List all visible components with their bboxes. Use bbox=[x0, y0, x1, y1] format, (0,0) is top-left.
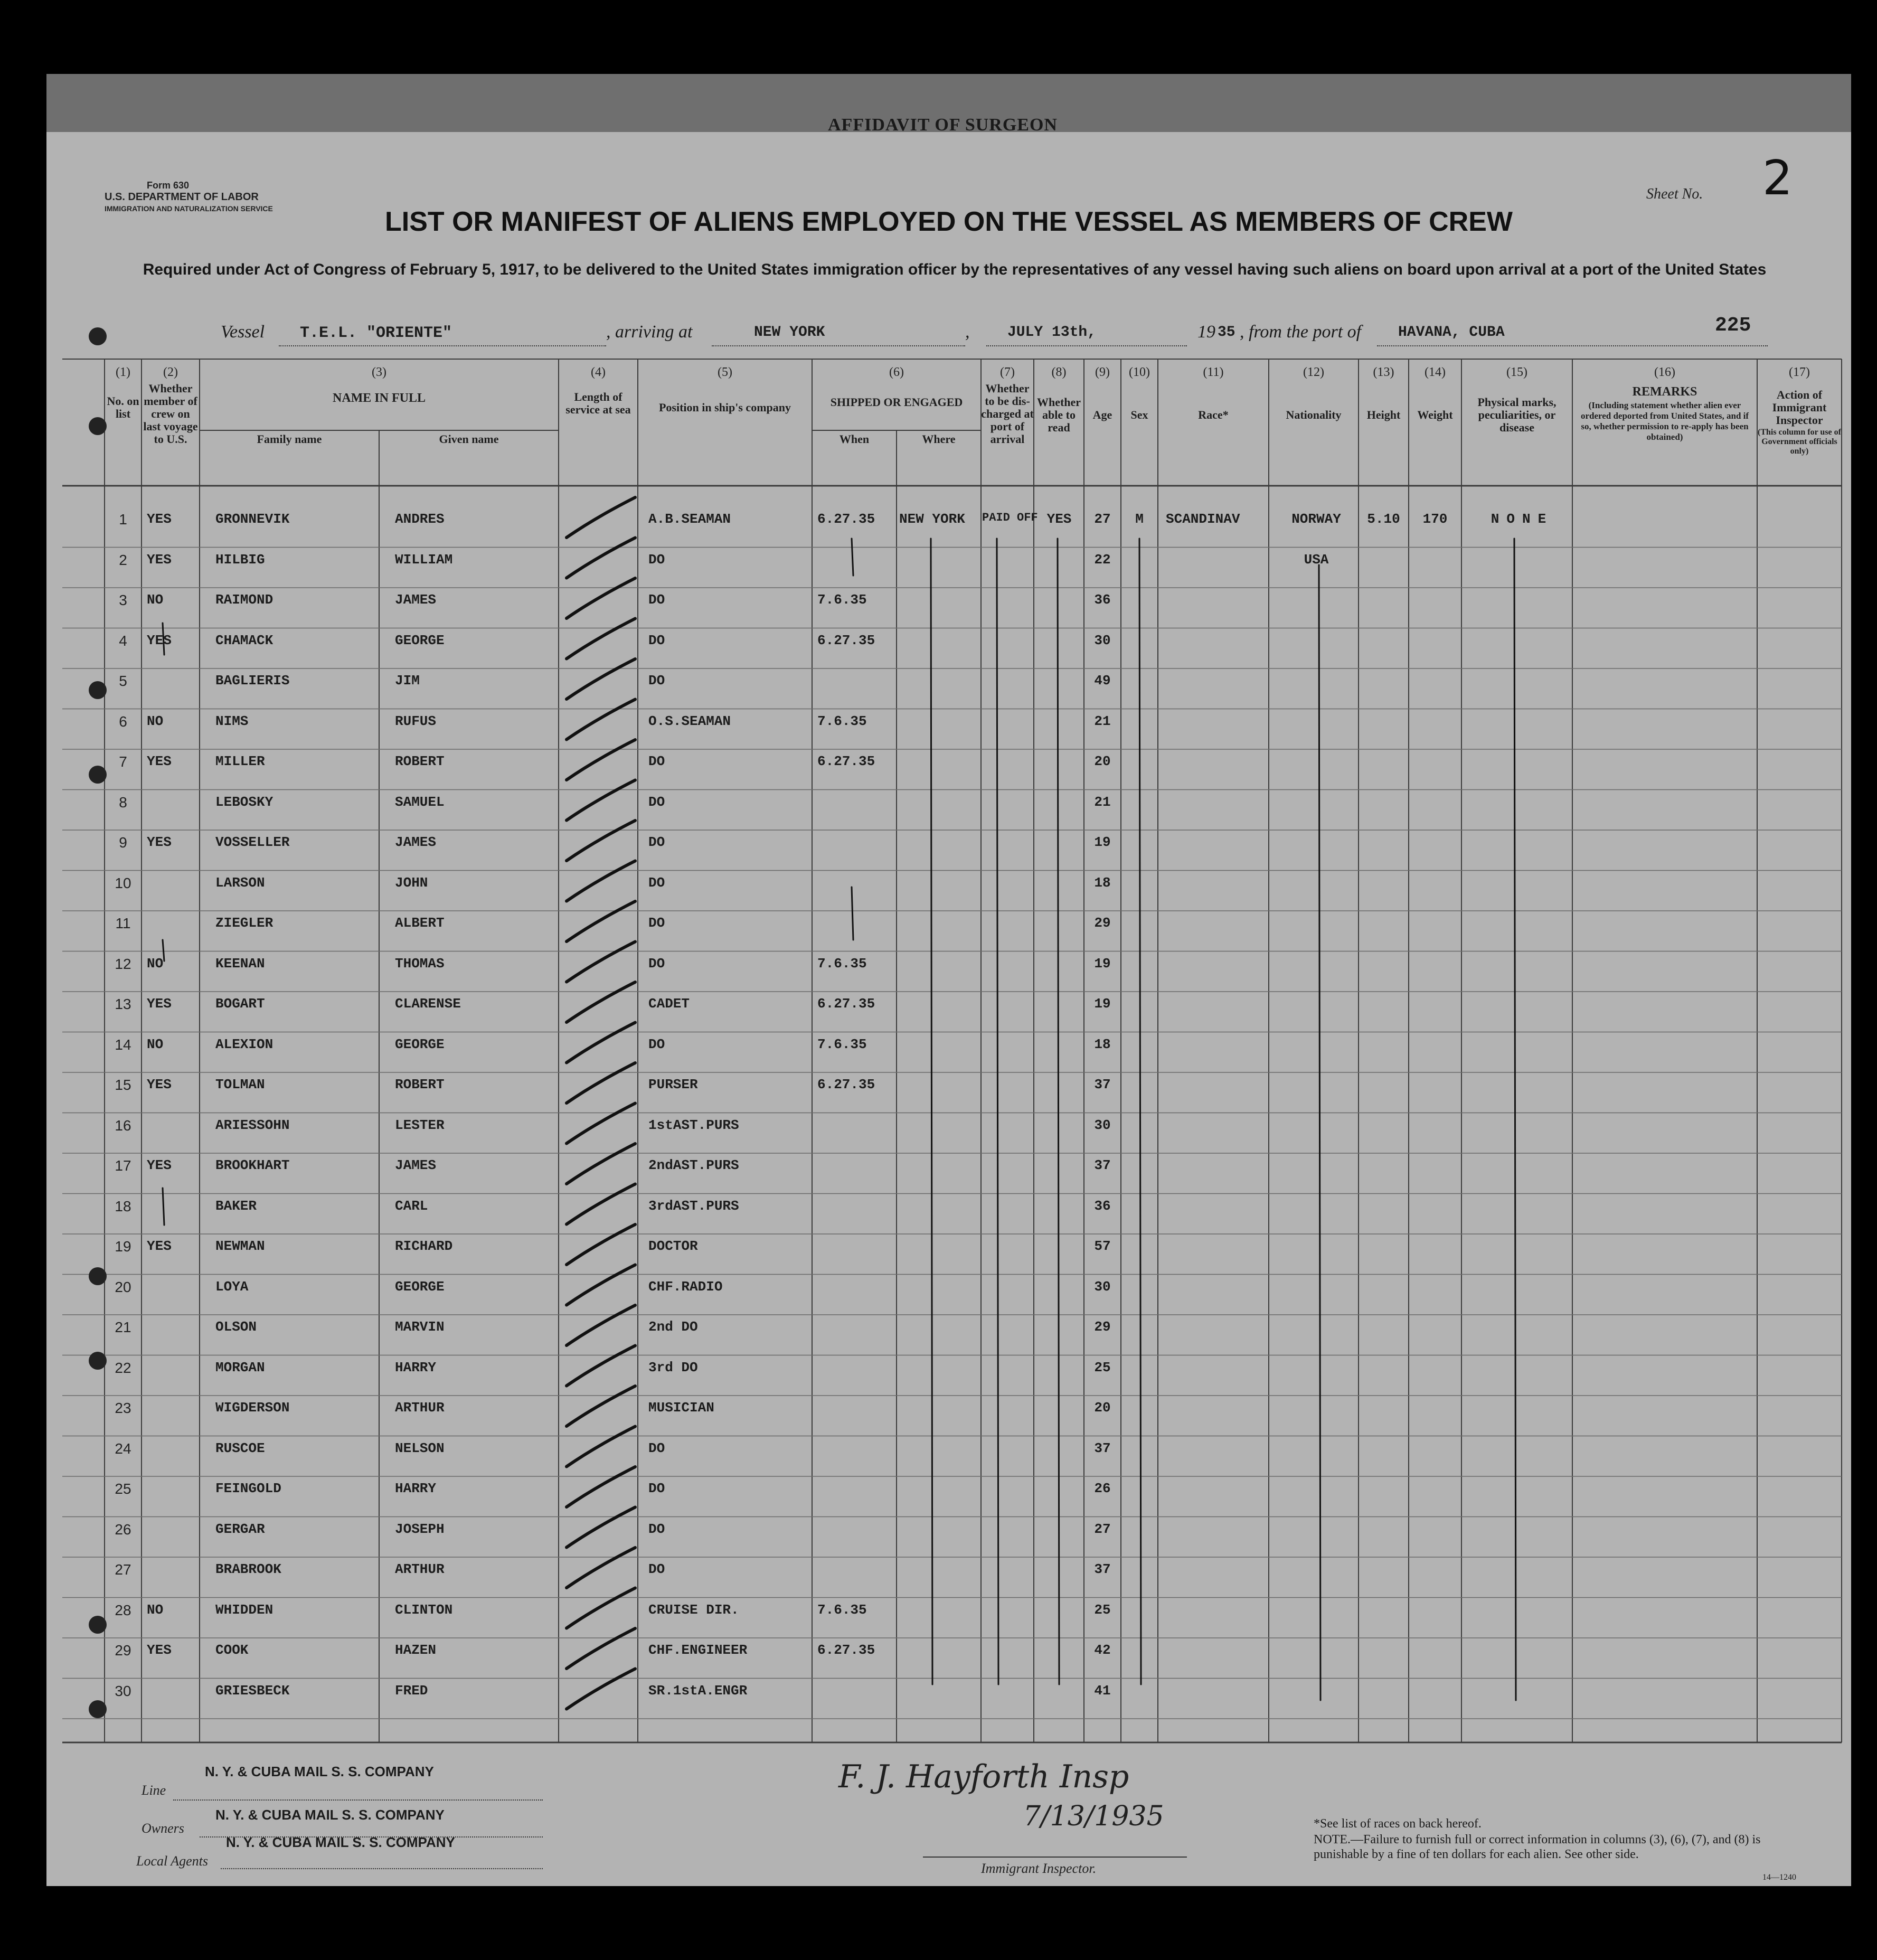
cell-when: 7.6.35 bbox=[817, 713, 867, 729]
cell-given: JAMES bbox=[395, 1157, 437, 1173]
colnum-4: (4) bbox=[591, 365, 606, 379]
hdr-discharged: Whether to be dis- charged at port of arrival bbox=[981, 382, 1034, 446]
cell-pos: DO bbox=[648, 1440, 665, 1456]
cell-given: JOSEPH bbox=[395, 1521, 445, 1537]
cell-pos: DO bbox=[648, 874, 665, 891]
cell-family: RAIMOND bbox=[215, 592, 273, 608]
cell-pos: DO bbox=[648, 753, 665, 769]
cell-when: 7.6.35 bbox=[817, 955, 867, 972]
punch-hole bbox=[89, 327, 107, 345]
hdr-weight: Weight bbox=[1417, 408, 1453, 421]
punch-hole bbox=[89, 681, 107, 699]
cell-given: HARRY bbox=[395, 1359, 437, 1375]
hdr-remarks-note: (Including statement whether alien ever ordered deported from United States, and if so, whether permission to re-apply has been obtained) bbox=[1580, 400, 1749, 442]
races-note: *See list of races on back hereof. bbox=[1314, 1817, 1482, 1831]
punch-hole bbox=[89, 1700, 107, 1718]
cell-n: 28 bbox=[115, 1601, 131, 1618]
cell-when: 6.27.35 bbox=[817, 996, 875, 1012]
cell-pos: DO bbox=[648, 915, 665, 931]
cell-n: 10 bbox=[115, 874, 131, 891]
cell-given: ROBERT bbox=[395, 1077, 445, 1092]
colnum-3: (3) bbox=[372, 365, 386, 379]
colnum-15: (15) bbox=[1506, 365, 1527, 379]
cell-n: 25 bbox=[115, 1481, 131, 1497]
cell-when: 6.27.35 bbox=[817, 1642, 875, 1658]
cell-family: CHAMACK bbox=[215, 632, 273, 648]
cell-family: FEINGOLD bbox=[215, 1481, 281, 1496]
cell-pos: DO bbox=[648, 1561, 665, 1577]
cell-n: 27 bbox=[115, 1561, 131, 1578]
punch-hole bbox=[89, 1267, 107, 1285]
line-label: Line bbox=[142, 1783, 166, 1798]
cell-n: 24 bbox=[115, 1440, 131, 1457]
cell-age: 25 bbox=[1094, 1601, 1111, 1618]
cell-pos: CHF.RADIO bbox=[648, 1278, 723, 1295]
signature-date: 7/13/1935 bbox=[1023, 1801, 1164, 1832]
cell-pos: DO bbox=[648, 551, 665, 568]
hdr-position: Position in ship's company bbox=[658, 401, 791, 414]
cell-given: HAZEN bbox=[395, 1642, 437, 1658]
hdr-no-on-list: No. on list bbox=[107, 394, 139, 420]
cell-n: 9 bbox=[119, 834, 127, 851]
cell-n: 29 bbox=[115, 1642, 131, 1659]
cell-given: JOHN bbox=[395, 874, 428, 891]
cell-n: 18 bbox=[115, 1198, 131, 1214]
cell-age: 29 bbox=[1094, 1319, 1111, 1335]
penalty-note: NOTE.—Failure to furnish full or correct information in columns (3), (6), (7), and (8) is punishable by a fine of ten dollars for each alien. See other side. bbox=[1314, 1833, 1761, 1861]
colnum-9: (9) bbox=[1095, 365, 1110, 379]
cell-family: LARSON bbox=[215, 874, 265, 891]
hdr-shipped: SHIPPED OR ENGAGED bbox=[830, 395, 963, 409]
cell-n: 1 bbox=[119, 511, 127, 527]
inspector-label: Immigrant Inspector. bbox=[981, 1861, 1097, 1876]
colnum-8: (8) bbox=[1051, 365, 1067, 379]
cell-given: NELSON bbox=[395, 1440, 445, 1456]
cell-family: GERGAR bbox=[215, 1521, 265, 1537]
cell-when: 6.27.35 bbox=[817, 1077, 875, 1092]
cell-pos: 3rd DO bbox=[648, 1359, 698, 1375]
cell-race: SCANDINAV bbox=[1166, 511, 1240, 527]
cell-pos: 3rdAST.PURS bbox=[648, 1198, 739, 1214]
cell-family: GRIESBECK bbox=[215, 1682, 290, 1699]
cell-family: ZIEGLER bbox=[215, 915, 273, 931]
cell-pos: 2nd DO bbox=[648, 1319, 698, 1335]
cell-n: 14 bbox=[115, 1036, 131, 1053]
cell-prev: YES bbox=[147, 834, 172, 850]
department-name: U.S. DEPARTMENT OF LABOR bbox=[105, 191, 259, 203]
line-value: N. Y. & CUBA MAIL S. S. COMPANY bbox=[205, 1764, 434, 1779]
cell-pos: 1stAST.PURS bbox=[648, 1117, 739, 1133]
cell-n: 19 bbox=[115, 1238, 131, 1255]
cell-family: ALEXION bbox=[215, 1036, 273, 1052]
cell-pos: DO bbox=[648, 632, 665, 648]
cell-where: NEW YORK bbox=[899, 511, 965, 527]
cell-family: MORGAN bbox=[215, 1359, 265, 1375]
cell-disch: PAID OFF bbox=[982, 511, 1038, 524]
cell-n: 26 bbox=[115, 1521, 131, 1538]
cell-n: 21 bbox=[115, 1319, 131, 1335]
cell-family: NEWMAN bbox=[215, 1238, 265, 1254]
cell-age: 29 bbox=[1094, 915, 1111, 931]
cell-given: ROBERT bbox=[395, 753, 445, 769]
cell-age: 30 bbox=[1094, 1278, 1111, 1295]
cell-given: CARL bbox=[395, 1198, 428, 1214]
cell-family: LOYA bbox=[215, 1278, 249, 1295]
cell-given: ALBERT bbox=[395, 915, 445, 931]
cell-pos: DO bbox=[648, 955, 665, 972]
cell-n: 16 bbox=[115, 1117, 131, 1134]
punch-hole bbox=[89, 766, 107, 784]
hdr-able-read: Whether able to read bbox=[1036, 395, 1081, 434]
cell-nat: USA bbox=[1304, 551, 1329, 568]
cell-age: 30 bbox=[1094, 632, 1111, 648]
form-number: Form 630 bbox=[147, 180, 190, 191]
cell-n: 2 bbox=[119, 551, 127, 568]
cell-when: 7.6.35 bbox=[817, 1036, 867, 1052]
hdr-remarks: REMARKS bbox=[1632, 385, 1697, 399]
cell-pos: DO bbox=[648, 1521, 665, 1537]
cell-given: ARTHUR bbox=[395, 1400, 445, 1416]
cell-age: 19 bbox=[1094, 996, 1111, 1012]
cell-sex: M bbox=[1135, 511, 1144, 527]
cell-prev: NO bbox=[147, 1036, 164, 1052]
cell-given: CLINTON bbox=[395, 1601, 453, 1618]
cell-n: 4 bbox=[119, 632, 127, 649]
cell-family: TOLMAN bbox=[215, 1077, 265, 1092]
cell-family: MILLER bbox=[215, 753, 265, 769]
hdr-last-voyage: Whether member of crew on last voyage to U.S. bbox=[143, 382, 198, 446]
hdr-name-in-full: NAME IN FULL bbox=[332, 391, 426, 405]
cell-age: 18 bbox=[1094, 874, 1111, 891]
manifest-sheet bbox=[46, 74, 1851, 1886]
colnum-10: (10) bbox=[1129, 365, 1150, 379]
cell-age: 22 bbox=[1094, 551, 1111, 568]
cell-age: 26 bbox=[1094, 1481, 1111, 1496]
sheet-label: Sheet No. bbox=[1646, 186, 1703, 202]
hdr-sex: Sex bbox=[1130, 408, 1148, 421]
vessel-line: Vessel T.E.L. "ORIENTE" , arriving at NEW YORK , JULY 13th, 19 35 , from the port of HAVANA, CUBA bbox=[99, 322, 1768, 354]
hdr-length-service: Length of service at sea bbox=[565, 390, 631, 416]
hdr-given-name: Given name bbox=[439, 432, 499, 446]
inspector-signature: F. J. Hayforth Insp bbox=[838, 1758, 1129, 1795]
cell-pos: DO bbox=[648, 592, 665, 608]
cell-family: ARIESSOHN bbox=[215, 1117, 290, 1133]
hdr-when: When bbox=[839, 432, 870, 446]
cell-pos: DOCTOR bbox=[648, 1238, 698, 1254]
cell-n: 30 bbox=[115, 1682, 131, 1699]
colnum-7: (7) bbox=[1000, 365, 1015, 379]
cell-age: 25 bbox=[1094, 1359, 1111, 1375]
cell-age: 37 bbox=[1094, 1077, 1111, 1092]
cell-prev: NO bbox=[147, 592, 164, 608]
cell-pos: DO bbox=[648, 794, 665, 810]
cell-n: 5 bbox=[119, 673, 127, 689]
cell-given: JIM bbox=[395, 673, 420, 689]
cell-age: 20 bbox=[1094, 1400, 1111, 1416]
cell-when: 6.27.35 bbox=[817, 632, 875, 648]
cell-family: BRABROOK bbox=[215, 1561, 281, 1577]
cell-age: 37 bbox=[1094, 1561, 1111, 1577]
cell-pos: A.B.SEAMAN bbox=[648, 511, 731, 527]
cell-age: 19 bbox=[1094, 955, 1111, 972]
hdr-age: Age bbox=[1092, 408, 1112, 421]
cell-n: 23 bbox=[115, 1400, 131, 1416]
cell-age: 21 bbox=[1094, 713, 1111, 729]
cell-given: CLARENSE bbox=[395, 996, 461, 1012]
cell-age: 36 bbox=[1094, 1198, 1111, 1214]
cell-age: 57 bbox=[1094, 1238, 1111, 1254]
cell-family: BAKER bbox=[215, 1198, 257, 1214]
cell-age: 27 bbox=[1094, 1521, 1111, 1537]
colnum-17: (17) bbox=[1789, 365, 1810, 379]
cell-age: 42 bbox=[1094, 1642, 1111, 1658]
cell-family: BOGART bbox=[215, 996, 265, 1012]
cell-when: 7.6.35 bbox=[817, 592, 867, 608]
cell-pos: MUSICIAN bbox=[648, 1400, 714, 1416]
cell-family: NIMS bbox=[215, 713, 249, 729]
from-port-label: , from the port of bbox=[1240, 322, 1362, 342]
cell-pos: O.S.SEAMAN bbox=[648, 713, 731, 729]
departure-port: HAVANA, CUBA bbox=[1398, 324, 1505, 341]
agents-label: Local Agents bbox=[136, 1853, 209, 1869]
cell-given: GEORGE bbox=[395, 632, 445, 648]
cell-prev: YES bbox=[147, 1238, 172, 1254]
cell-given: RICHARD bbox=[395, 1238, 453, 1254]
document-subtitle: Required under Act of Congress of February 5, 1917, to be delivered to the United States immigration officer by the representatives of any vessel having such aliens on board upon arrival at a port of the United States bbox=[143, 261, 1767, 278]
colnum-13: (13) bbox=[1373, 365, 1394, 379]
cell-pos: 2ndAST.PURS bbox=[648, 1157, 739, 1173]
cell-n: 6 bbox=[119, 713, 127, 730]
cell-age: 19 bbox=[1094, 834, 1111, 850]
punch-hole bbox=[89, 1616, 107, 1634]
cell-given: MARVIN bbox=[395, 1319, 445, 1335]
cell-family: COOK bbox=[215, 1642, 249, 1658]
colnum-2: (2) bbox=[163, 365, 178, 379]
cell-age: 30 bbox=[1094, 1117, 1111, 1133]
cell-age: 41 bbox=[1094, 1682, 1111, 1699]
cell-n: 20 bbox=[115, 1278, 131, 1295]
cell-family: BROOKHART bbox=[215, 1157, 290, 1173]
cell-given: ARTHUR bbox=[395, 1561, 445, 1577]
arrival-port: NEW YORK bbox=[754, 324, 825, 341]
cell-pos: DO bbox=[648, 1036, 665, 1052]
cell-when: 6.27.35 bbox=[817, 753, 875, 769]
colnum-5: (5) bbox=[718, 365, 732, 379]
cell-given: GEORGE bbox=[395, 1278, 445, 1295]
cell-given: RUFUS bbox=[395, 713, 437, 729]
hdr-family-name: Family name bbox=[257, 432, 322, 446]
cell-age: 37 bbox=[1094, 1440, 1111, 1456]
cell-pos: PURSER bbox=[648, 1077, 698, 1092]
cell-given: JAMES bbox=[395, 592, 437, 608]
cell-age: 36 bbox=[1094, 592, 1111, 608]
cell-prev: YES bbox=[147, 996, 172, 1012]
cell-n: 12 bbox=[115, 955, 131, 972]
cell-family: WHIDDEN bbox=[215, 1601, 273, 1618]
cell-given: HARRY bbox=[395, 1481, 437, 1496]
cell-family: WIGDERSON bbox=[215, 1400, 290, 1416]
cell-pos: CHF.ENGINEER bbox=[648, 1642, 748, 1658]
cell-given: SAMUEL bbox=[395, 794, 445, 810]
cell-family: KEENAN bbox=[215, 955, 265, 972]
cell-prev: YES bbox=[147, 1077, 172, 1092]
cell-given: JAMES bbox=[395, 834, 437, 850]
cell-given: FRED bbox=[395, 1682, 428, 1699]
footer bbox=[46, 1748, 1851, 1885]
cell-prev: YES bbox=[147, 551, 172, 568]
agents-value: N. Y. & CUBA MAIL S. S. COMPANY bbox=[226, 1834, 455, 1850]
punch-hole bbox=[89, 1352, 107, 1370]
print-code: 14—1240 bbox=[1762, 1873, 1796, 1882]
affidavit-heading: AFFIDAVIT OF SURGEON bbox=[828, 115, 1058, 135]
cell-n: 22 bbox=[115, 1359, 131, 1376]
punch-hole bbox=[89, 417, 107, 435]
arrival-date: JULY 13th, bbox=[1007, 324, 1097, 341]
cell-ht: 5.10 bbox=[1367, 511, 1400, 527]
arrival-year: 35 bbox=[1218, 324, 1235, 341]
cell-pos: DO bbox=[648, 1481, 665, 1496]
cell-prev: NO bbox=[147, 955, 164, 972]
cell-nat: NORWAY bbox=[1291, 511, 1341, 527]
cell-prev: YES bbox=[147, 753, 172, 769]
cell-family: LEBOSKY bbox=[215, 794, 273, 810]
cell-prev: NO bbox=[147, 1601, 164, 1618]
cell-prev: YES bbox=[147, 511, 172, 527]
cell-pos: DO bbox=[648, 834, 665, 850]
cell-family: BAGLIERIS bbox=[215, 673, 290, 689]
cell-prev: YES bbox=[147, 1642, 172, 1658]
cell-prev: YES bbox=[147, 632, 172, 648]
cell-age: 18 bbox=[1094, 1036, 1111, 1052]
colnum-16: (16) bbox=[1654, 365, 1675, 379]
owners-value: N. Y. & CUBA MAIL S. S. COMPANY bbox=[215, 1807, 445, 1823]
cell-family: OLSON bbox=[215, 1319, 257, 1335]
cell-when: 7.6.35 bbox=[817, 1601, 867, 1618]
cell-given: ANDRES bbox=[395, 511, 445, 527]
cell-when: 6.27.35 bbox=[817, 511, 875, 527]
cell-n: 8 bbox=[119, 794, 127, 811]
cell-pos: CADET bbox=[648, 996, 690, 1012]
document-title: LIST OR MANIFEST OF ALIENS EMPLOYED ON THE VESSEL AS MEMBERS OF CREW bbox=[385, 206, 1513, 237]
cell-prev: YES bbox=[147, 1157, 172, 1173]
cell-age: 49 bbox=[1094, 673, 1111, 689]
cell-n: 17 bbox=[115, 1157, 131, 1174]
colnum-6: (6) bbox=[889, 365, 904, 379]
hdr-action-note: (This column for use of Government officials only) bbox=[1758, 428, 1841, 456]
colnum-14: (14) bbox=[1425, 365, 1446, 379]
colnum-12: (12) bbox=[1303, 365, 1324, 379]
hdr-action: Action of Immigrant Inspector bbox=[1772, 388, 1827, 427]
cell-pos: DO bbox=[648, 673, 665, 689]
cell-given: GEORGE bbox=[395, 1036, 445, 1052]
cell-n: 11 bbox=[115, 915, 131, 931]
cell-family: GRONNEVIK bbox=[215, 511, 290, 527]
vessel-name: T.E.L. "ORIENTE" bbox=[300, 324, 452, 342]
cell-family: HILBIG bbox=[215, 551, 265, 568]
crew-table bbox=[46, 74, 1851, 1886]
cell-pos: CRUISE DIR. bbox=[648, 1601, 739, 1618]
cell-age: 20 bbox=[1094, 753, 1111, 769]
cell-age: 21 bbox=[1094, 794, 1111, 810]
sheet-number: 2 bbox=[1762, 150, 1793, 206]
cell-phys: NONE bbox=[1491, 511, 1554, 527]
service-name: IMMIGRATION AND NATURALIZATION SERVICE bbox=[105, 204, 273, 213]
stamp-number: 225 bbox=[1715, 314, 1751, 337]
cell-given: THOMAS bbox=[395, 955, 445, 972]
cell-family: VOSSELLER bbox=[215, 834, 290, 850]
colnum-11: (11) bbox=[1203, 365, 1224, 379]
cell-prev: NO bbox=[147, 713, 164, 729]
owners-label: Owners bbox=[142, 1821, 184, 1836]
hdr-nationality: Nationality bbox=[1286, 408, 1342, 421]
cell-age: 27 bbox=[1094, 511, 1111, 527]
hdr-race: Race* bbox=[1198, 408, 1229, 421]
cell-given: WILLIAM bbox=[395, 551, 453, 568]
cell-given: LESTER bbox=[395, 1117, 445, 1133]
cell-n: 3 bbox=[119, 592, 127, 608]
hdr-where: Where bbox=[922, 432, 956, 446]
cell-family: RUSCOE bbox=[215, 1440, 265, 1456]
colnum-1: (1) bbox=[116, 365, 130, 379]
cell-n: 7 bbox=[119, 753, 127, 770]
year-prefix: 19 bbox=[1197, 322, 1215, 342]
cell-wt: 170 bbox=[1422, 511, 1448, 527]
cell-n: 15 bbox=[115, 1077, 131, 1093]
arriving-label: , arriving at bbox=[606, 322, 693, 342]
hdr-height: Height bbox=[1366, 408, 1401, 421]
cell-n: 13 bbox=[115, 996, 131, 1012]
cell-pos: SR.1stA.ENGR bbox=[648, 1682, 748, 1699]
cell-read: YES bbox=[1046, 511, 1072, 527]
cell-age: 37 bbox=[1094, 1157, 1111, 1173]
vessel-label: Vessel bbox=[221, 322, 265, 342]
hdr-physical: Physical marks, peculiarities, or disease bbox=[1477, 395, 1557, 434]
